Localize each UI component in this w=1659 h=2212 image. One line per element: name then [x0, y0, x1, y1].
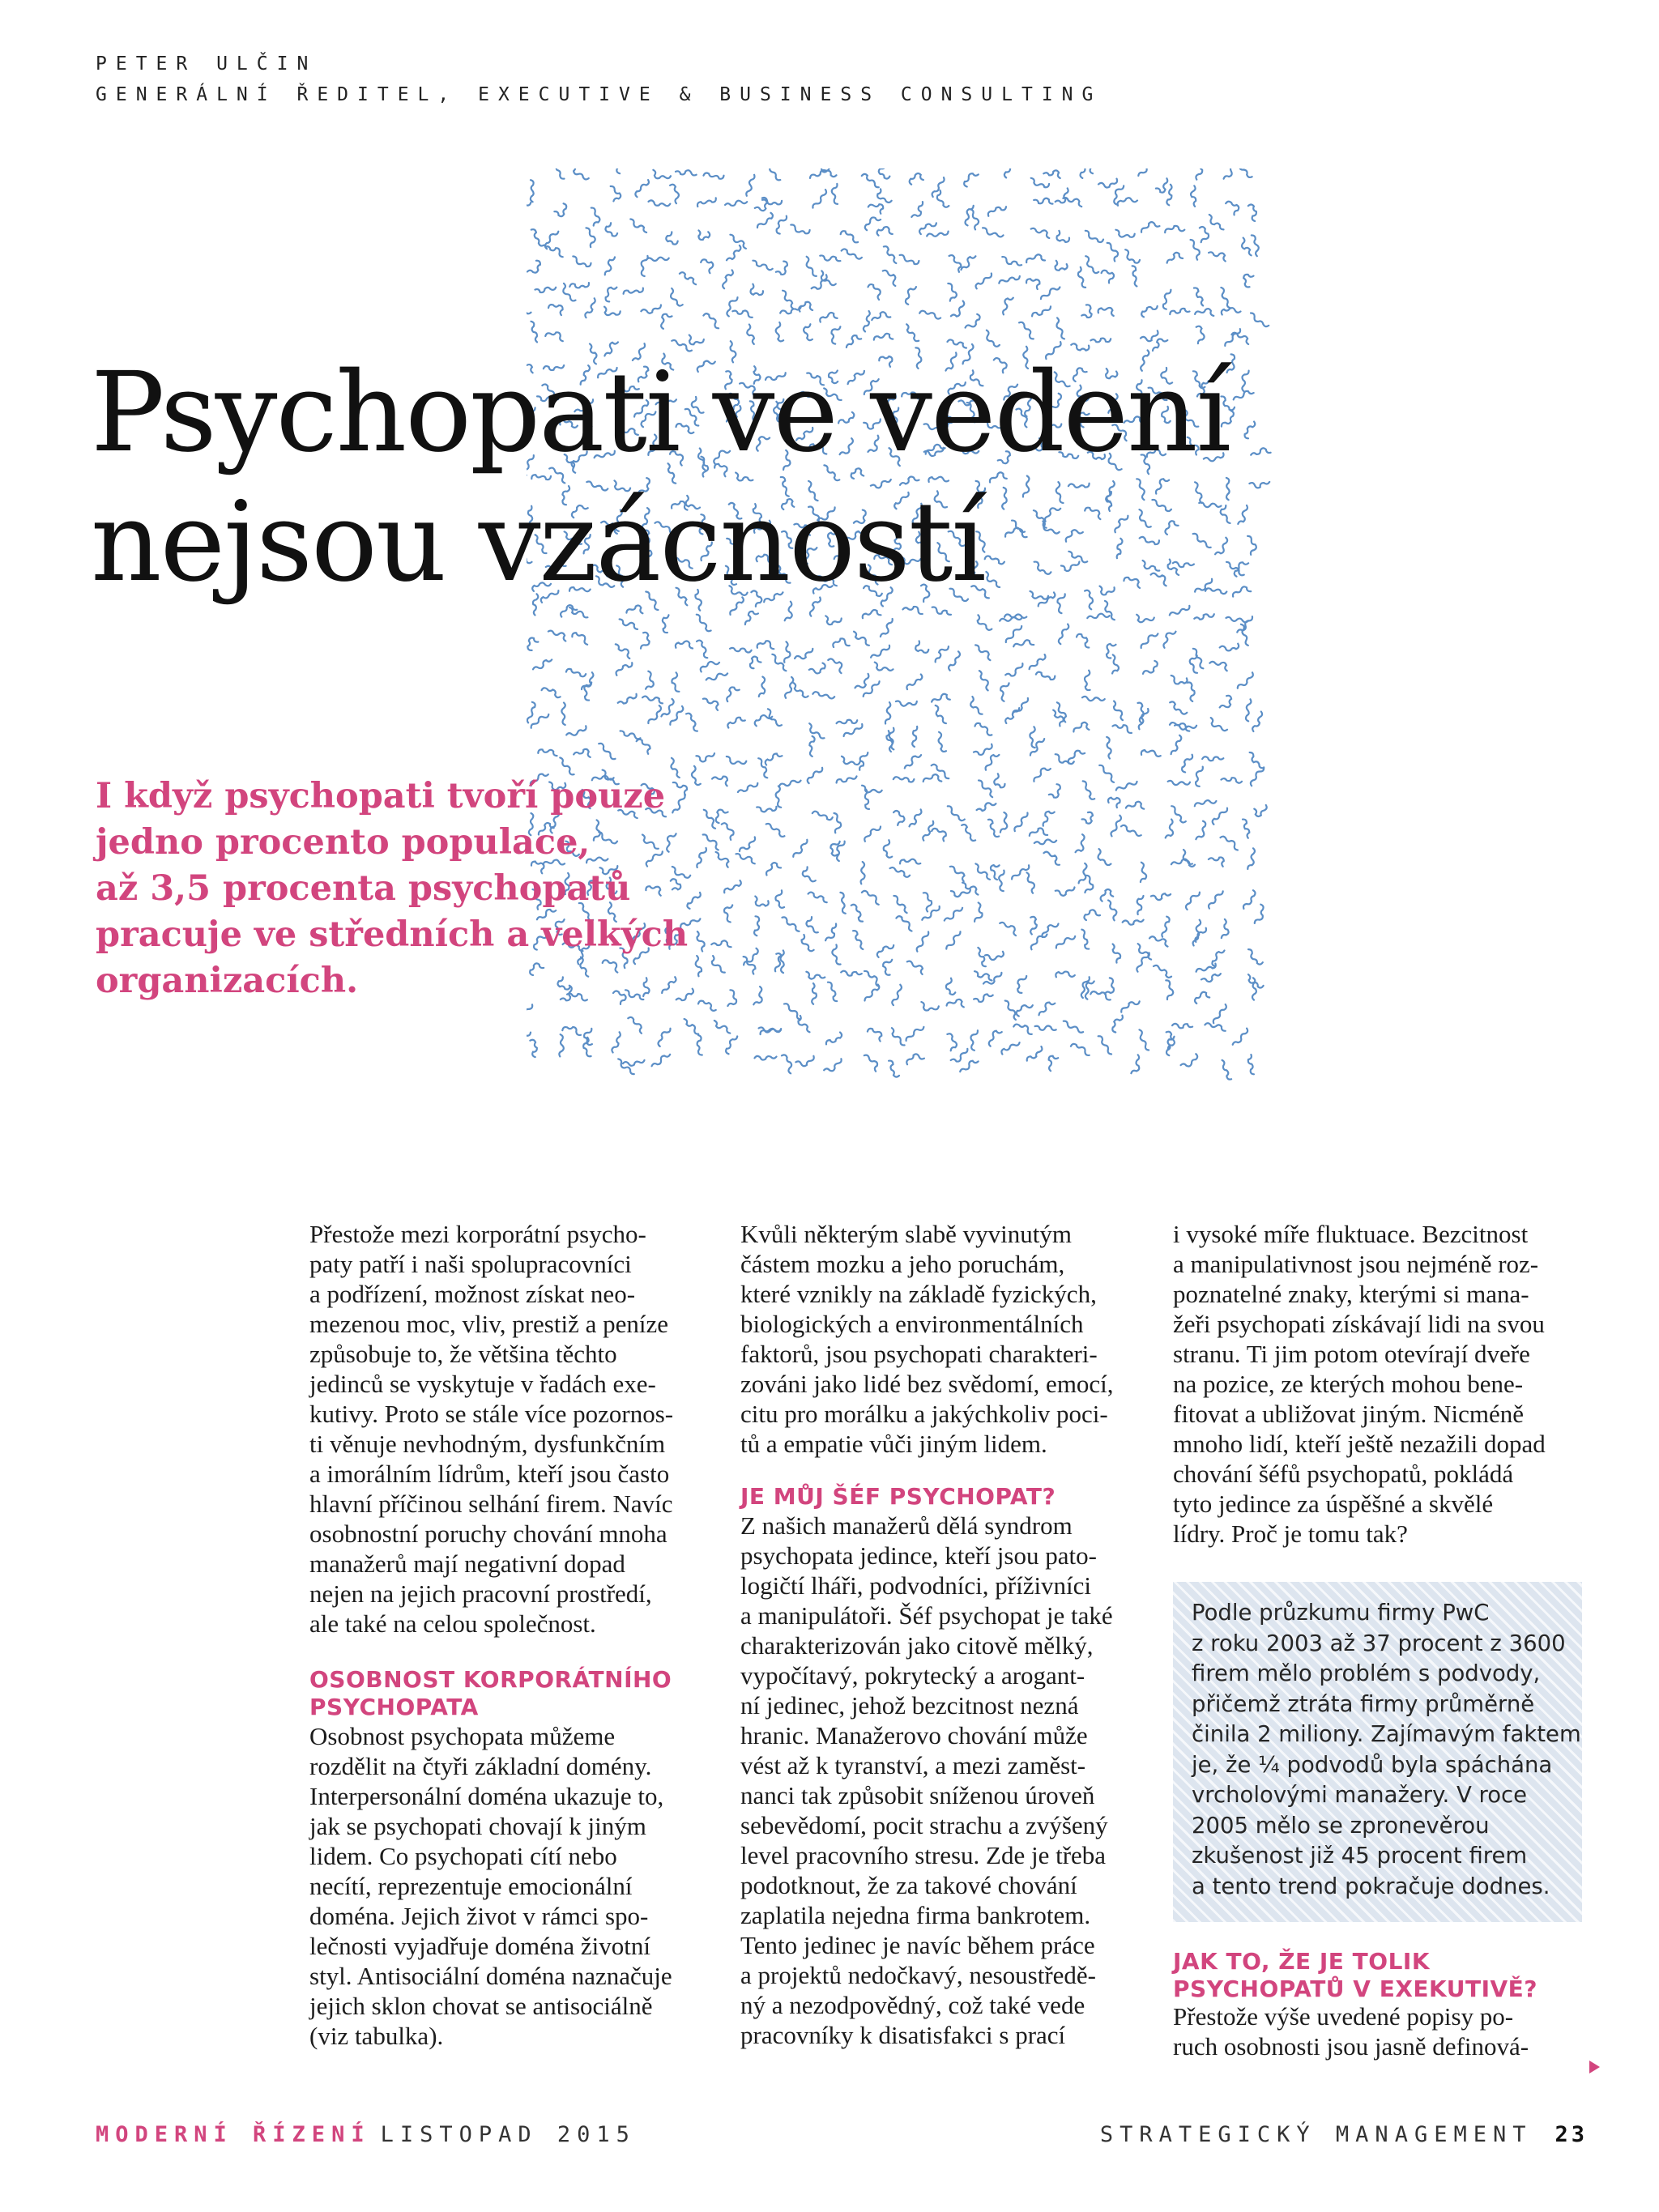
text-line: poznatelné znaky, kterými si mana- [1173, 1280, 1529, 1308]
page-number: 23 [1555, 2122, 1588, 2147]
issue-date: LISTOPAD 2015 [380, 2122, 636, 2147]
text-line: Z našich manažerů dělá syndrom [740, 1511, 1073, 1540]
text-line: Osobnost psychopata můžeme [309, 1722, 616, 1750]
footer-magazine [96, 2122, 636, 2147]
magazine-name: MODERNÍ ŘÍZENÍ [96, 2122, 371, 2147]
text-line: lečnosti vyjadřuje doména životní [309, 1932, 650, 1960]
text-line: jedinců se vyskytuje v řadách exe- [309, 1370, 656, 1398]
lead-line: pracuje ve středních a velkých [96, 914, 689, 955]
text-line: vést až k tyranství, a mezi zaměst- [740, 1751, 1086, 1779]
text-line: ti věnuje nevhodným, dysfunkčním [309, 1430, 666, 1458]
text-line: jejich sklon chovat se antisociálně [309, 1992, 653, 2020]
text-line: a manipulativnost jsou nejméně roz- [1173, 1250, 1539, 1278]
text-line: Přestože výše uvedené popisy po- [1173, 2002, 1514, 2031]
subheading-line: JAK TO, ŽE JE TOLIK [1173, 1948, 1431, 1975]
text-line: zováni jako lidé bez svědomí, emocí, [740, 1370, 1114, 1398]
info-box-text [1192, 1598, 1581, 1902]
text-line: mezenou moc, vliv, prestiž a peníze [309, 1310, 669, 1338]
text-line: lídry. Proč je tomu tak? [1173, 1519, 1408, 1548]
subheading-sef: JE MŮJ ŠÉF PSYCHOPAT? [740, 1483, 1056, 1510]
title-line: Psychopati ve vedení [91, 349, 1230, 477]
text-line: vypočítavý, pokrytecký a arogant- [740, 1661, 1085, 1690]
text-line: mnoho lidí, kteří ještě nezažili dopad [1173, 1430, 1546, 1458]
paragraph [740, 1511, 1145, 2050]
text-line: biologických a environmentálních [740, 1310, 1084, 1338]
title-line: nejsou vzácností [91, 479, 985, 607]
text-line: způsobuje to, že většina těchto [309, 1340, 617, 1368]
text-line: fitovat a ubližovat jiným. Nicméně [1173, 1400, 1525, 1428]
text-line: necítí, reprezentuje emocionální [309, 1872, 633, 1900]
text-line: stranu. Ti jim potom otevírají dveře [1173, 1340, 1530, 1368]
column-1 [309, 1219, 706, 2051]
text-line: ný a nezodpovědný, což také vede [740, 1991, 1085, 2019]
text-line: činila 2 miliony. Zajímavým faktem [1192, 1721, 1581, 1747]
text-line: tů a empatie vůči jiným lidem. [740, 1430, 1047, 1458]
text-line: chování šéfů psychopatů, pokládá [1173, 1460, 1514, 1488]
text-line: psychopata jedince, kteří jsou pato- [740, 1541, 1097, 1570]
text-line: rozdělit na čtyři základní domény. [309, 1752, 652, 1780]
text-line: logičtí lháři, podvodníci, příživníci [740, 1571, 1092, 1600]
text-line: zkušenost již 45 procent firem [1192, 1843, 1528, 1869]
article-title [91, 348, 1230, 607]
lead-line: jedno procento populace, [96, 822, 591, 863]
text-line: citu pro morálku a jakýchkoliv poci- [740, 1400, 1108, 1428]
text-line: zaplatila nejedna firma bankrotem. [740, 1901, 1091, 1929]
text-line: i vysoké míře fluktuace. Bezcitnost [1173, 1220, 1529, 1248]
text-line: (viz tabulka). [309, 2022, 444, 2050]
column-3 [1173, 1219, 1594, 1549]
text-line: sebevědomí, pocit strachu a zvýšený [740, 1811, 1108, 1839]
text-line: které vznikly na základě fyzických, [740, 1280, 1097, 1308]
text-line: ale také na celou společnost. [309, 1609, 596, 1638]
lead-line: až 3,5 procenta psychopatů [96, 868, 631, 909]
info-box [1192, 1598, 1581, 1902]
text-line: Přestože mezi korporátní psycho- [309, 1220, 646, 1248]
text-line: kutivy. Proto se stále více pozornos- [309, 1400, 674, 1428]
text-line: manažerů mají negativní dopad [309, 1549, 625, 1578]
text-line: žeři psychopati získávají lidi na svou [1173, 1310, 1545, 1338]
text-line: částem mozku a jeho poruchám, [740, 1250, 1065, 1278]
paragraph [309, 1721, 706, 2051]
text-line: 2005 mělo se zpronevěrou [1192, 1812, 1490, 1839]
text-line: Interpersonální doména ukazuje to, [309, 1782, 664, 1810]
text-line: nanci tak způsobit sníženou úroveň [740, 1781, 1095, 1809]
text-line: styl. Antisociální doména naznačuje [309, 1962, 672, 1990]
text-line: faktorů, jsou psychopati charakteri- [740, 1340, 1098, 1368]
text-line: pracovníky k disatisfakci s prací [740, 2021, 1066, 2049]
author-block [96, 49, 1102, 110]
text-line: přičemž ztráta firmy průměrně [1192, 1690, 1535, 1717]
subheading-line: PSYCHOPATA [309, 1694, 479, 1720]
section-name: STRATEGICKÝ MANAGEMENT [1099, 2122, 1533, 2147]
text-line: a manipulátoři. Šéf psychopat je také [740, 1601, 1113, 1630]
text-line: Kvůli některým slabě vyvinutým [740, 1220, 1072, 1248]
text-line: charakterizován jako citově mělký, [740, 1631, 1094, 1660]
text-line: osobnostní poruchy chování mnoha [309, 1519, 667, 1548]
column-2 [740, 1219, 1145, 2050]
paragraph-continued [1173, 2001, 1529, 2061]
text-line: doména. Jejich život v rámci spo- [309, 1902, 649, 1930]
paragraph [1173, 2001, 1529, 2061]
text-line: jak se psychopati chovají k jiným [309, 1812, 646, 1840]
text-line: a podřízení, možnost získat neo- [309, 1280, 636, 1308]
text-line: na pozice, ze kterých mohou bene- [1173, 1370, 1524, 1398]
text-line: ruch osobnosti jsou jasně definová- [1173, 2032, 1529, 2061]
paragraph [1173, 1219, 1594, 1549]
text-line: firem mělo problém s podvody, [1192, 1660, 1541, 1686]
subheading-line: OSOBNOST KORPORÁTNÍHO [309, 1666, 672, 1693]
text-line: nejen na jejich pracovní prostředí, [309, 1579, 652, 1608]
text-line: a projektů nedočkavý, nesoustředě- [740, 1961, 1097, 1989]
paragraph [740, 1219, 1145, 1459]
text-line: tyto jedince za úspěšné a skvělé [1173, 1490, 1494, 1518]
subheading-line: PSYCHOPATŮ V EXEKUTIVĚ? [1173, 1975, 1538, 2002]
text-line: je, že ¼ podvodů byla spáchána [1192, 1751, 1553, 1778]
text-line: lidem. Co psychopati cítí nebo [309, 1842, 617, 1870]
text-line: vrcholovými manažery. V roce [1192, 1782, 1528, 1808]
text-line: hranic. Manažerovo chování může [740, 1721, 1088, 1750]
article-lead [96, 774, 760, 1004]
lead-line: I když psychopati tvoří pouze [96, 776, 666, 816]
text-line: ní jedinec, jehož bezcitnost nezná [740, 1691, 1079, 1720]
footer-section [1100, 2122, 1588, 2147]
paragraph [309, 1219, 706, 1639]
text-line: z roku 2003 až 37 procent z 3600 [1192, 1630, 1566, 1656]
text-line: Podle průzkumu firmy PwC [1192, 1600, 1490, 1626]
continue-arrow-icon [1589, 2061, 1600, 2073]
author-name: PETER ULČIN [96, 53, 318, 75]
text-line: Tento jedinec je navíc během práce [740, 1931, 1095, 1959]
subheading-exekutiva [1173, 1948, 1594, 2003]
text-line: level pracovního stresu. Zde je třeba [740, 1841, 1107, 1869]
text-line: hlavní příčinou selhání firem. Navíc [309, 1490, 673, 1518]
subheading-osobnost [309, 1666, 706, 1721]
text-line: a imorálním lídrům, kteří jsou často [309, 1460, 670, 1488]
author-title: GENERÁLNÍ ŘEDITEL, EXECUTIVE & BUSINESS CONSULTING [96, 84, 1102, 105]
lead-line: organizacích. [96, 961, 359, 1001]
text-line: paty patří i naši spolupracovníci [309, 1250, 632, 1278]
text-line: podotknout, že za takové chování [740, 1871, 1077, 1899]
text-line: a tento trend pokračuje dodnes. [1192, 1873, 1550, 1899]
